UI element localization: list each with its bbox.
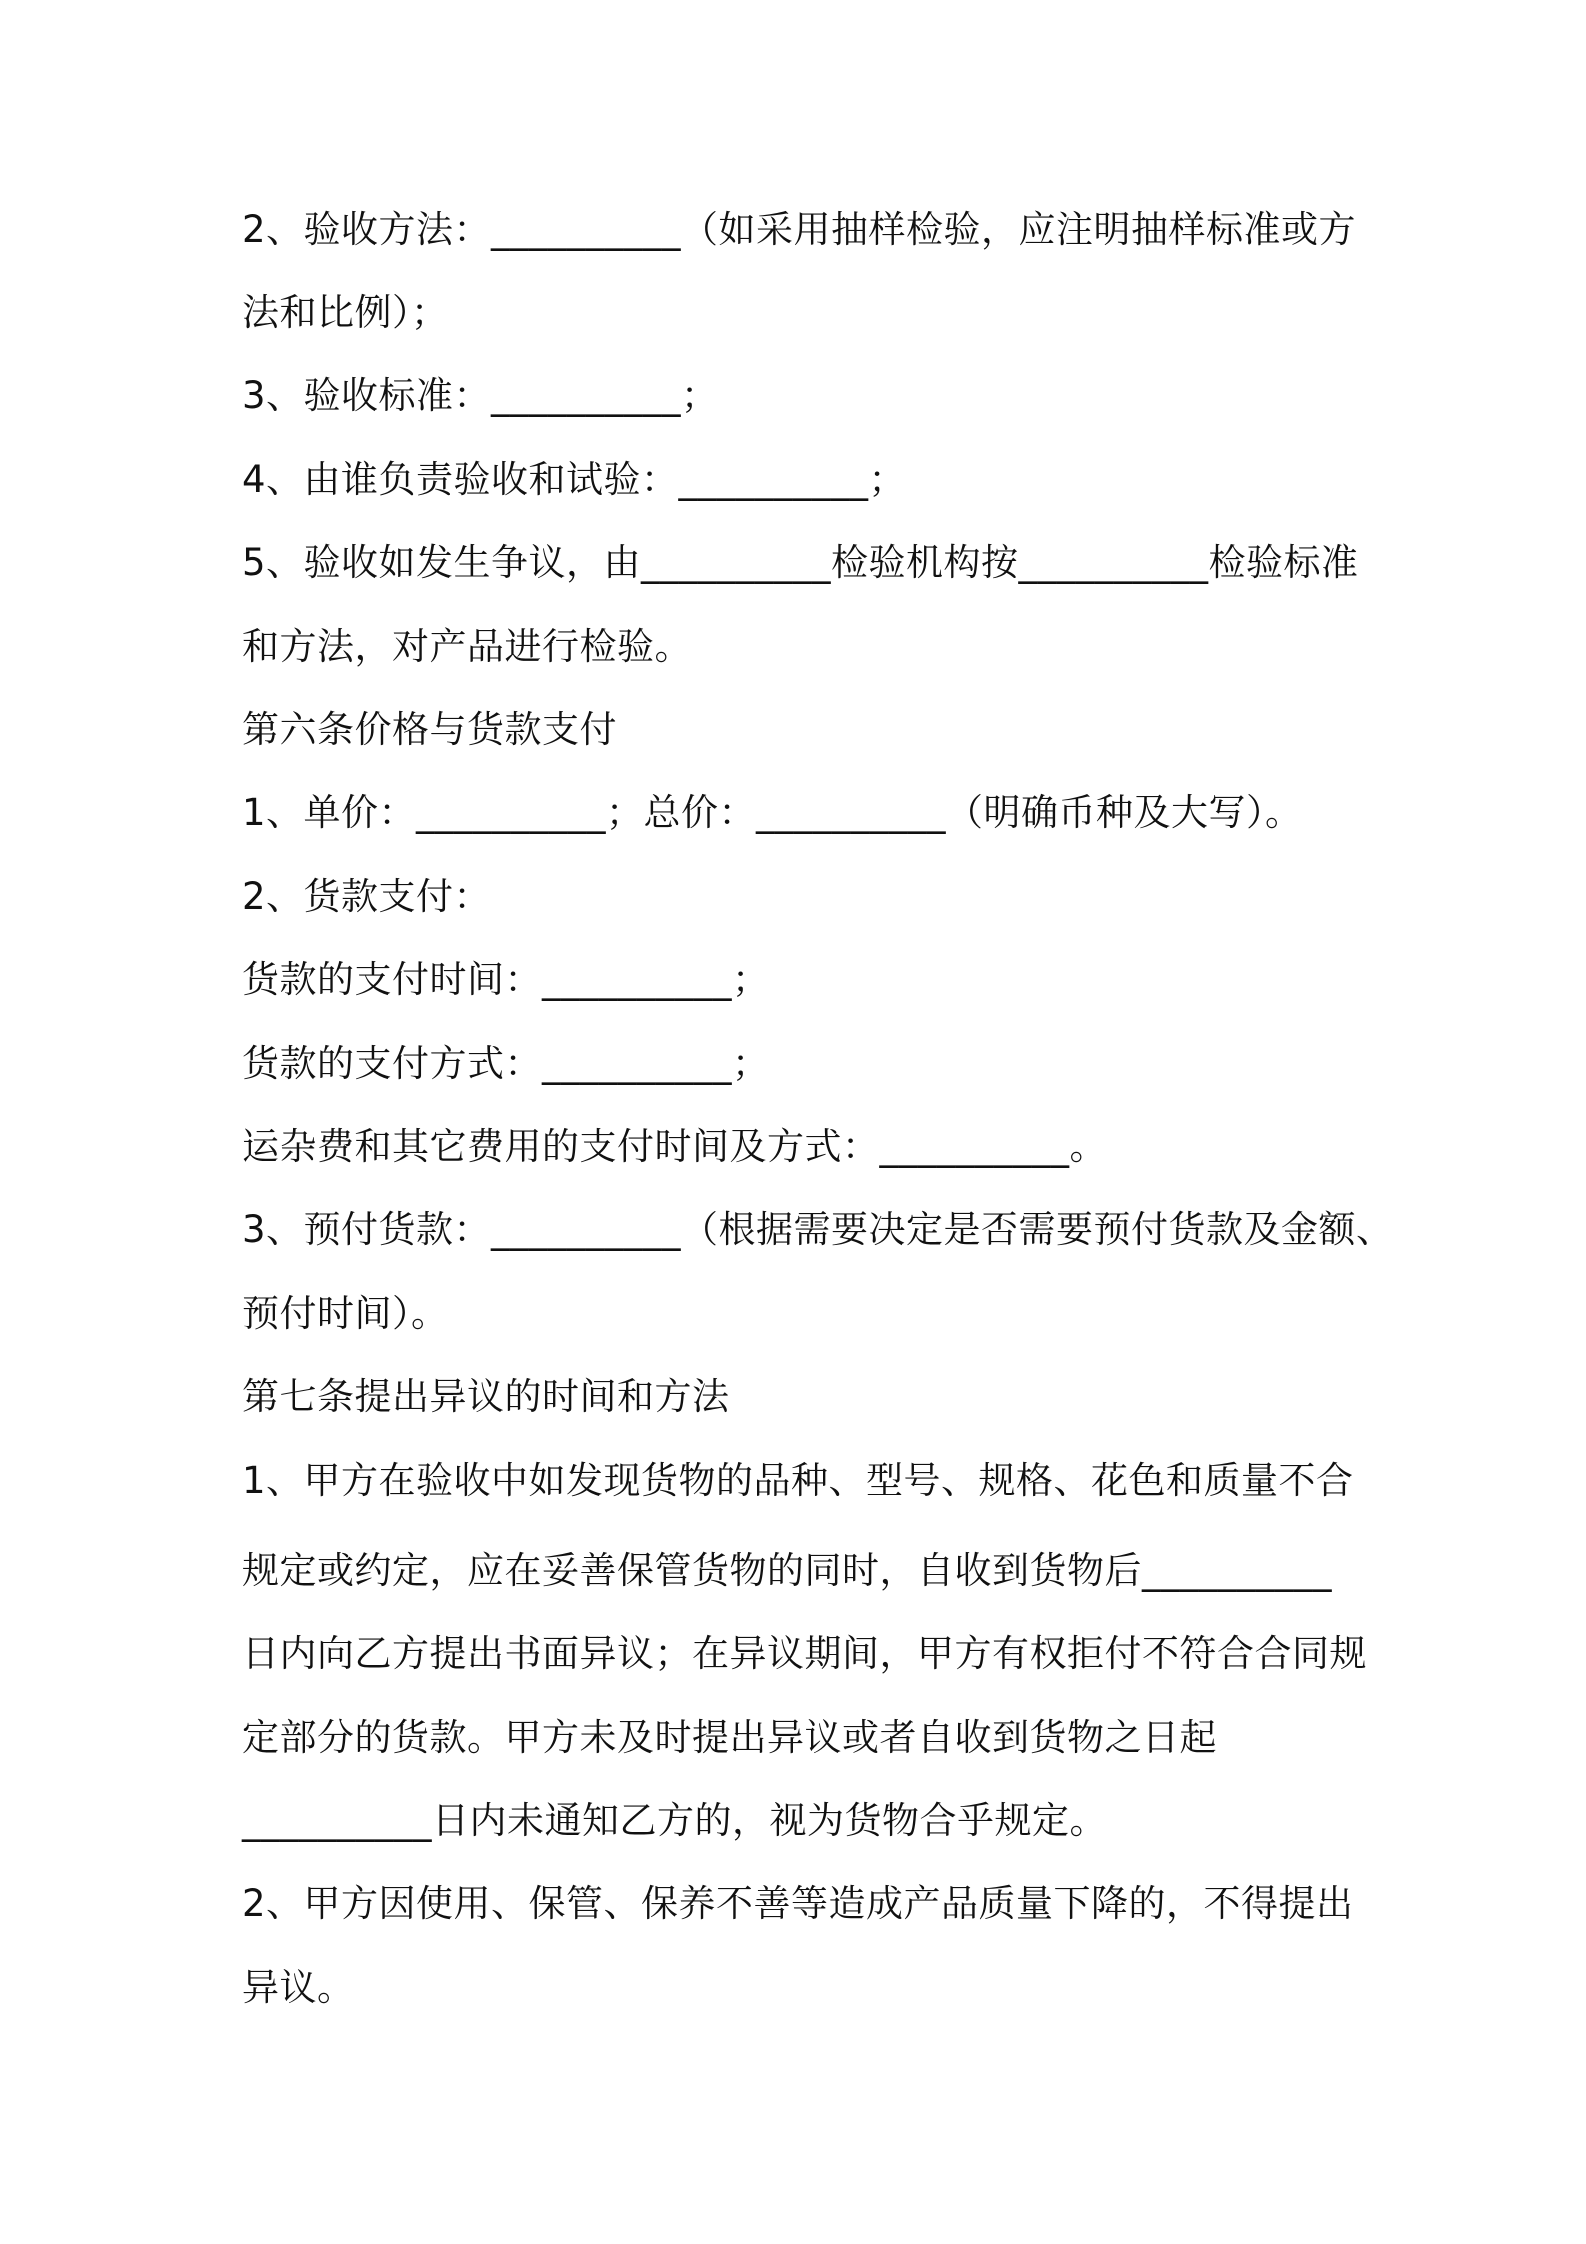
clause-6-item-3-line-2: 预付时间）。 xyxy=(242,1292,449,1335)
clause-7-item-1-line-3: 日内向乙方提出书面异议；在异议期间，甲方有权拒付不符合合同规 xyxy=(242,1632,1367,1675)
clause-7-item-1-line-2: 规定或约定，应在妥善保管货物的同时，自收到货物后__________ xyxy=(242,1549,1332,1592)
clause-7-item-2-line-2: 异议。 xyxy=(242,1966,355,2009)
clause-7-item-1-line-5: __________日内未通知乙方的，视为货物合乎规定。 xyxy=(242,1799,1107,1842)
clause-7-item-1-line-4: 定部分的货款。甲方未及时提出异议或者自收到货物之日起 xyxy=(242,1716,1217,1759)
clause-6-item-1: 1、单价：__________；总价：__________（明确币种及大写）。 xyxy=(242,791,1303,834)
clause-5-item-4: 4、由谁负责验收和试验：__________； xyxy=(242,458,907,501)
payment-method: 货款的支付方式：__________； xyxy=(242,1042,770,1085)
clause-5-item-2-line-2: 法和比例）； xyxy=(242,291,449,334)
article-7-heading: 第七条提出异议的时间和方法 xyxy=(242,1375,730,1418)
clause-5-item-3: 3、验收标准：__________； xyxy=(242,374,719,417)
freight-payment: 运杂费和其它费用的支付时间及方式：__________。 xyxy=(242,1125,1107,1168)
clause-5-item-5-line-1: 5、验收如发生争议，由__________检验机构按__________检验标准 xyxy=(242,541,1359,584)
clause-5-item-5-line-2: 和方法，对产品进行检验。 xyxy=(242,625,692,668)
article-6-heading: 第六条价格与货款支付 xyxy=(242,708,617,751)
payment-time: 货款的支付时间：__________； xyxy=(242,958,770,1001)
clause-6-item-2: 2、货款支付： xyxy=(242,875,492,918)
clause-6-item-3-line-1: 3、预付货款：__________（根据需要决定是否需要预付货款及金额、 xyxy=(242,1208,1394,1251)
clause-7-item-2-line-1: 2、甲方因使用、保管、保养不善等造成产品质量下降的，不得提出 xyxy=(242,1882,1354,1925)
clause-5-item-2-line-1: 2、验收方法：__________（如采用抽样检验，应注明抽样标准或方 xyxy=(242,208,1357,251)
clause-7-item-1-line-1: 1、甲方在验收中如发现货物的品种、型号、规格、花色和质量不合 xyxy=(242,1459,1354,1502)
